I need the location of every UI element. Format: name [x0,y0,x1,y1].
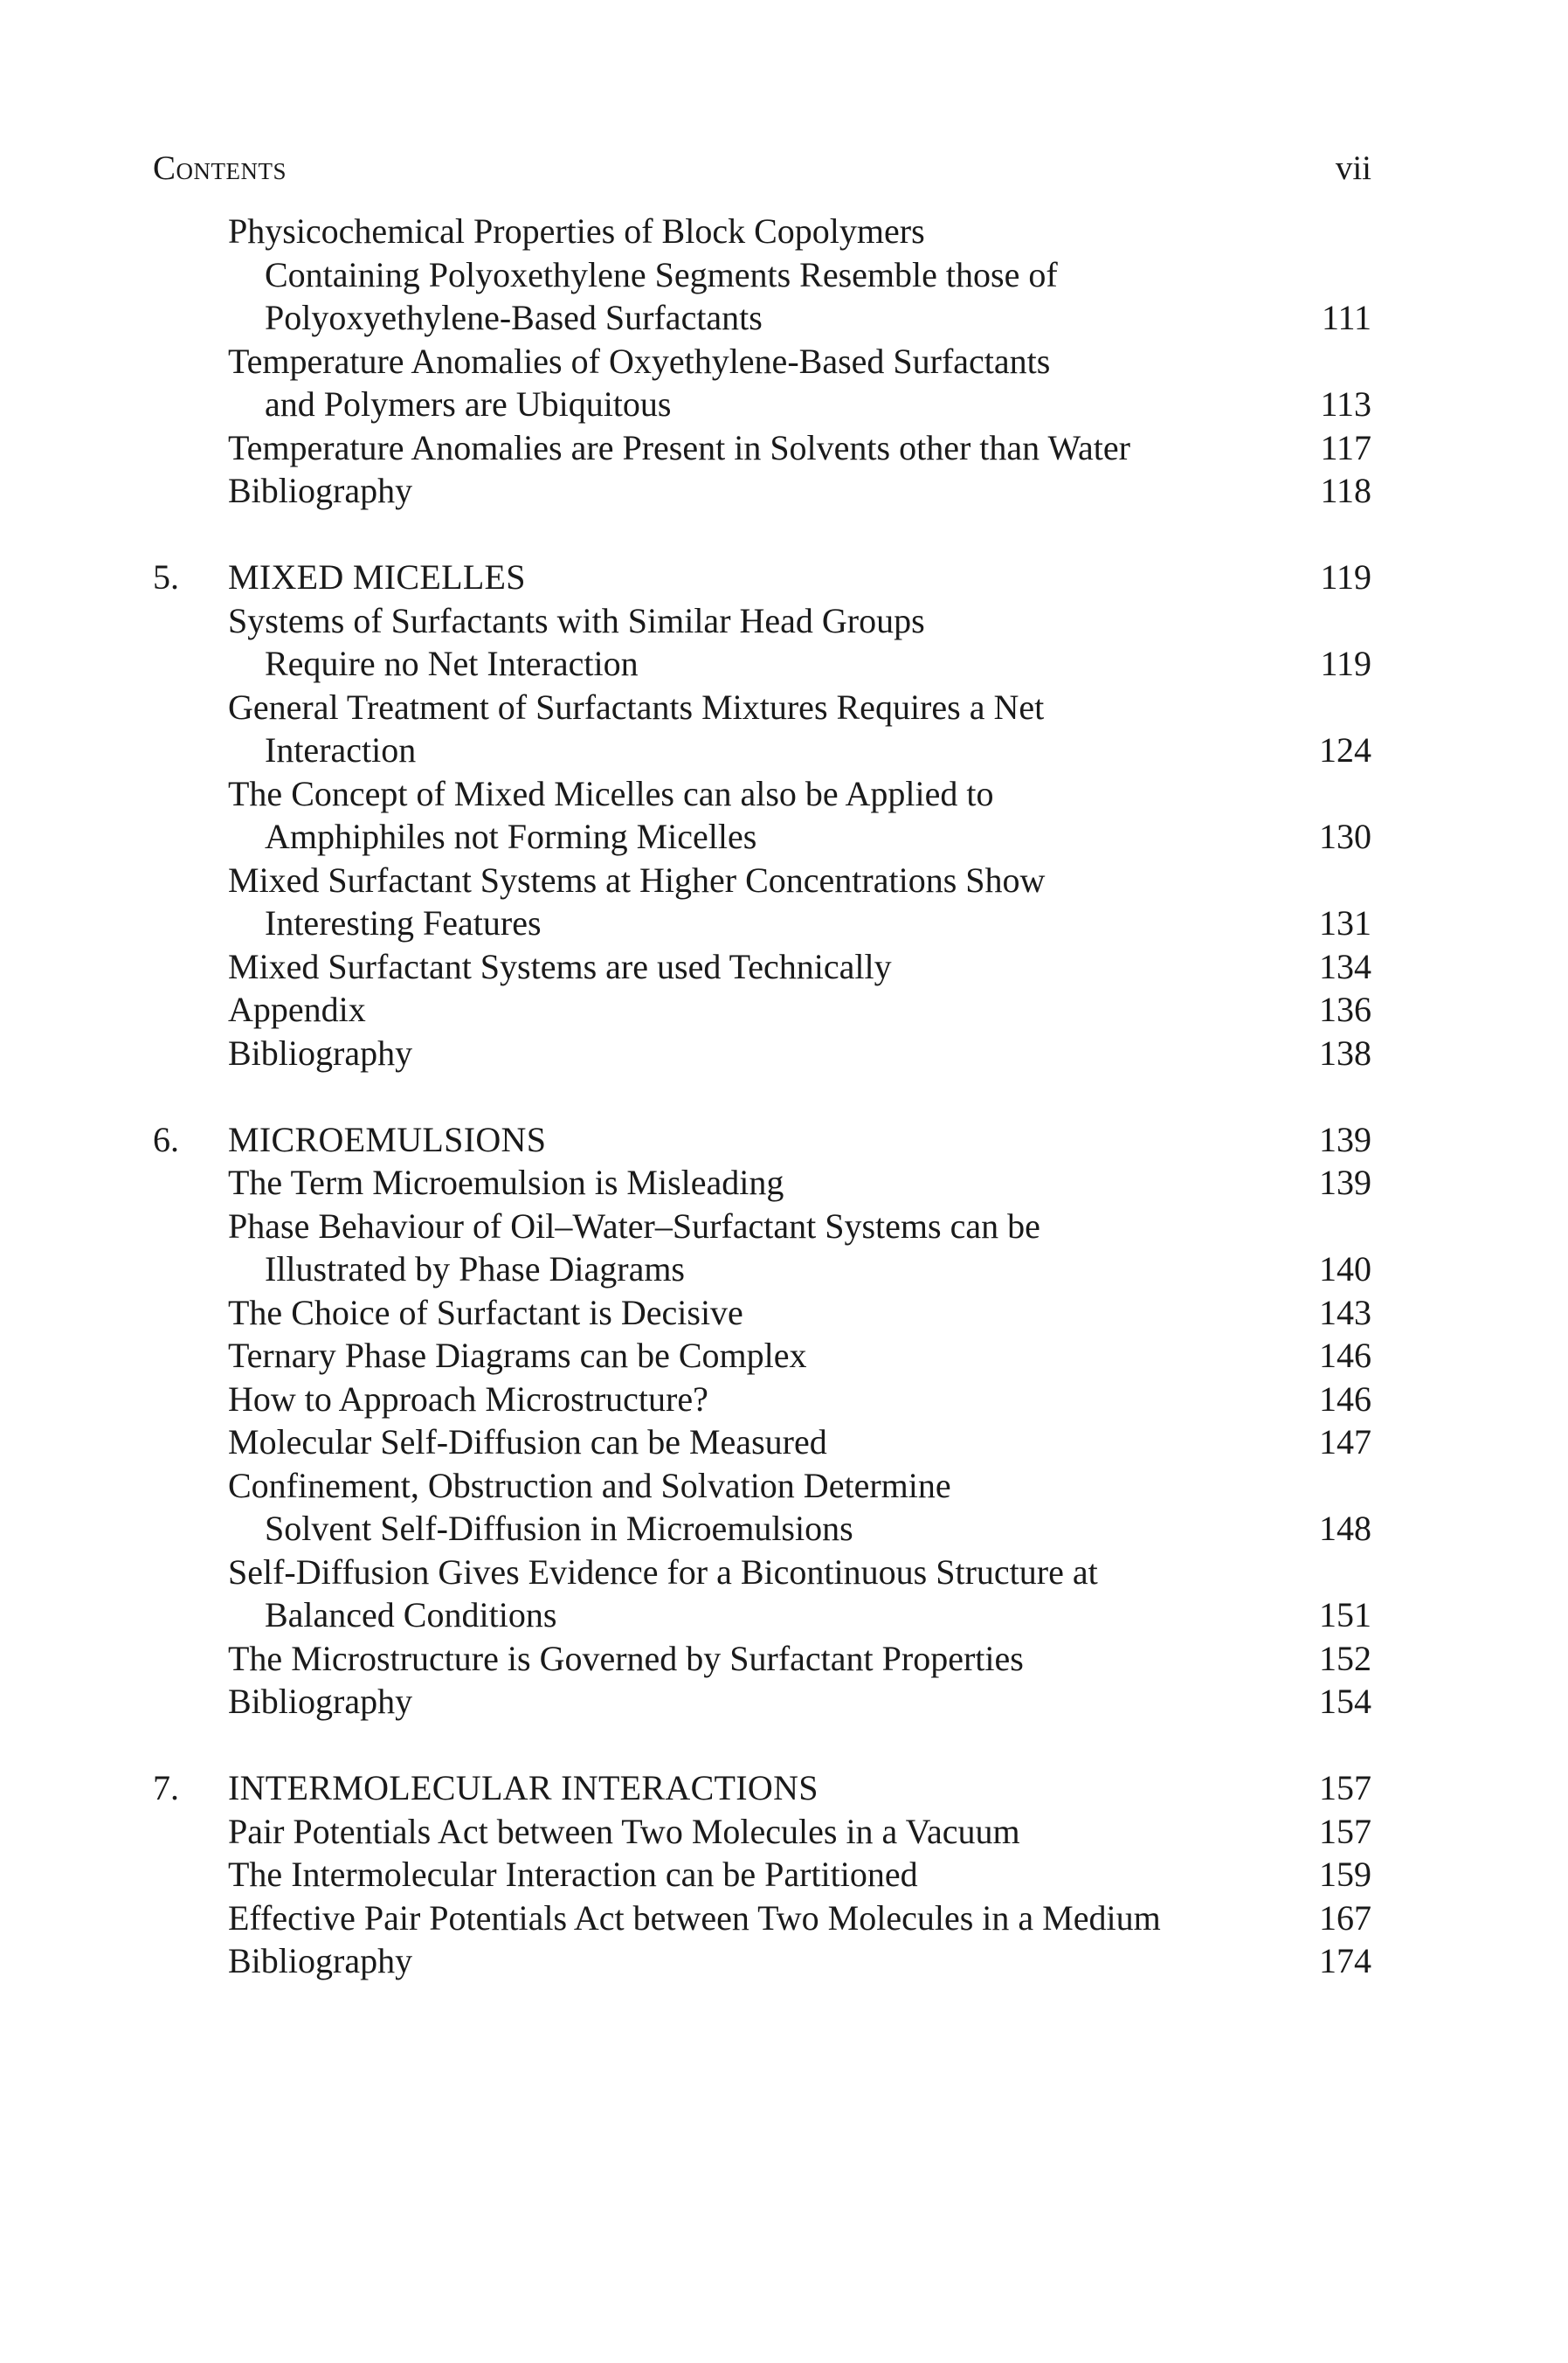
entry-page-number: 119 [1320,557,1371,597]
entry-title: Effective Pair Potentials Act between Two Molecules in a Medium [228,1897,1161,1938]
toc-entry-continuation [153,815,1371,859]
toc-entry-continuation [153,383,1371,426]
toc-entry [153,210,1371,253]
entry-title: Mixed Surfactant Systems are used Technically [228,946,892,986]
toc-entry [153,772,1371,816]
toc-chapter-heading [153,1118,1371,1162]
entry-title: Require no Net Interaction [265,644,639,683]
entry-title: Bibliography [228,1941,413,1980]
entry-page-number: 139 [1319,1163,1371,1202]
toc-entry [153,1420,1371,1464]
toc-entry [153,340,1371,383]
section-gap [153,1724,1371,1767]
entry-title: Physicochemical Properties of Block Copolymers [228,211,925,251]
entry-title: Balanced Conditions [265,1595,557,1634]
toc-chapter-heading [153,556,1371,599]
entry-title: General Treatment of Surfactants Mixtures Requires a Net [228,687,1045,727]
chapter-number: 5. [153,557,179,597]
entry-title: Interesting Features [265,903,542,943]
entry-title: Self-Diffusion Gives Evidence for a Bicontinuous Structure at [228,1551,1098,1592]
toc-entry [153,1637,1371,1681]
entry-page-number: 152 [1319,1638,1371,1678]
entry-page-number: 113 [1320,384,1371,424]
entry-page-number: 131 [1319,903,1371,943]
entry-title: Ternary Phase Diagrams can be Complex [228,1336,807,1375]
entry-title: Amphiphiles not Forming Micelles [265,817,757,856]
toc-entry-continuation [153,642,1371,686]
entry-page-number: 157 [1319,1768,1371,1807]
entry-page-number: 124 [1319,730,1371,770]
entry-page-number: 146 [1319,1378,1371,1419]
entry-title: Appendix [228,990,366,1029]
toc-entry [153,1853,1371,1897]
chapter-title: MIXED MICELLES [228,557,526,597]
toc-entry [153,1032,1371,1075]
toc-entry-continuation [153,1507,1371,1551]
entry-page-number: 157 [1319,1811,1371,1851]
entry-title: Confinement, Obstruction and Solvation Determine [228,1465,951,1505]
entry-page-number: 174 [1319,1941,1371,1980]
toc-entry [153,1161,1371,1205]
toc-entry-continuation [153,902,1371,945]
entry-title: Pair Potentials Act between Two Molecules in a Vacuum [228,1811,1020,1851]
entry-page-number: 147 [1319,1422,1371,1461]
entry-title: Illustrated by Phase Diagrams [265,1249,685,1289]
entry-title: Bibliography [228,1033,413,1073]
entry-page-number: 159 [1319,1855,1371,1894]
entry-title: The Choice of Surfactant is Decisive [228,1292,743,1332]
section-gap [153,1074,1371,1118]
toc-entry-continuation [153,1593,1371,1637]
entry-page-number: 139 [1319,1119,1371,1159]
entry-page-number: 130 [1319,817,1371,856]
toc-entry-continuation [153,253,1371,297]
toc-entry [153,1939,1371,1983]
running-head-title: Contents [153,149,287,187]
entry-page-number: 151 [1319,1595,1371,1634]
table-of-contents [153,210,1371,1983]
toc-entry [153,859,1371,902]
chapter-title: MICROEMULSIONS [228,1119,547,1159]
toc-entry [153,1551,1371,1594]
entry-title: Phase Behaviour of Oil–Water–Surfactant Systems can be [228,1206,1040,1246]
running-head [153,147,1371,190]
entry-page-number: 111 [1321,298,1371,337]
entry-page-number: 134 [1319,946,1371,986]
toc-entry [153,1464,1371,1508]
chapter-title: INTERMOLECULAR INTERACTIONS [228,1768,819,1807]
toc-entry-continuation [153,729,1371,772]
toc-chapter-heading [153,1766,1371,1810]
page-number: vii [1335,149,1371,187]
entry-page-number: 167 [1319,1897,1371,1938]
entry-title: Mixed Surfactant Systems at Higher Concentrations Show [228,860,1046,900]
entry-page-number: 136 [1319,990,1371,1029]
entry-title: The Microstructure is Governed by Surfactant Properties [228,1638,1024,1678]
toc-entry [153,1680,1371,1724]
toc-entry [153,686,1371,729]
toc-entry-continuation [153,296,1371,340]
chapter-number: 6. [153,1119,179,1159]
entry-title: Systems of Surfactants with Similar Head Groups [228,600,925,640]
toc-entry [153,1378,1371,1421]
toc-entry [153,1334,1371,1378]
entry-page-number: 119 [1320,644,1371,683]
entry-title: Bibliography [228,471,413,510]
entry-title: The Term Microemulsion is Misleading [228,1163,784,1202]
entry-page-number: 148 [1319,1509,1371,1548]
entry-title: Molecular Self-Diffusion can be Measured [228,1422,827,1461]
entry-page-number: 140 [1319,1249,1371,1289]
entry-title: Bibliography [228,1682,413,1721]
entry-title: Solvent Self-Diffusion in Microemulsions [265,1509,853,1548]
section-gap [153,513,1371,556]
chapter-number: 7. [153,1768,179,1807]
toc-entry [153,599,1371,643]
entry-page-number: 146 [1319,1336,1371,1375]
entry-page-number: 143 [1319,1292,1371,1332]
entry-page-number: 117 [1320,427,1371,467]
entry-title: Temperature Anomalies are Present in Solvents other than Water [228,427,1130,467]
toc-entry [153,945,1371,989]
toc-entry [153,1810,1371,1854]
entry-title: and Polymers are Ubiquitous [265,384,672,424]
toc-entry [153,1291,1371,1335]
entry-title: Interaction [265,730,417,770]
toc-entry [153,426,1371,470]
entry-page-number: 154 [1319,1682,1371,1721]
entry-title: Polyoxyethylene-Based Surfactants [265,298,763,337]
toc-entry [153,1897,1371,1940]
toc-entry [153,469,1371,513]
entry-page-number: 138 [1319,1033,1371,1073]
toc-entry [153,988,1371,1032]
entry-title: Containing Polyoxethylene Segments Resemble those of [265,254,1058,294]
entry-page-number: 118 [1320,471,1371,510]
toc-entry [153,1205,1371,1248]
toc-entry-continuation [153,1247,1371,1291]
entry-title: The Intermolecular Interaction can be Partitioned [228,1855,918,1894]
entry-title: Temperature Anomalies of Oxyethylene-Based Surfactants [228,341,1051,381]
entry-title: The Concept of Mixed Micelles can also be Applied to [228,773,994,813]
entry-title: How to Approach Microstructure? [228,1378,708,1419]
